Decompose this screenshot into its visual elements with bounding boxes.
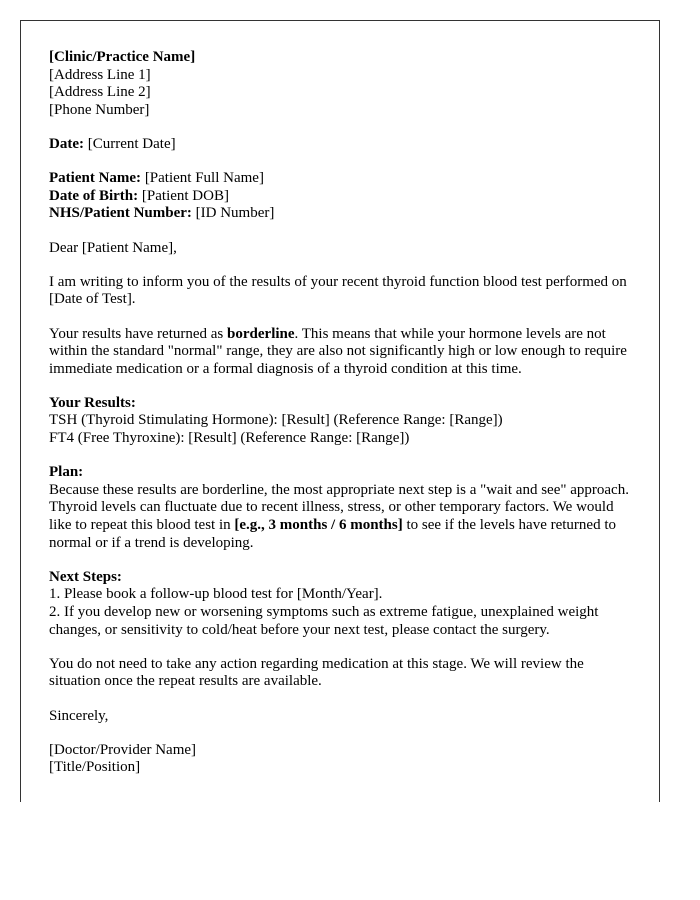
results-heading: Your Results: xyxy=(49,394,136,411)
text: . This means that while your hormone levels are not within the standard "normal" range, they are also not significantly high or low enough to require immediate medication or a formal diagnosis of a thyroid condition at this time. xyxy=(49,325,627,377)
date-line xyxy=(49,136,637,154)
address-line-2: [Address Line 2] xyxy=(49,84,151,101)
clinic-name: [Clinic/Practice Name] xyxy=(49,49,196,65)
address-line-1: [Address Line 1] xyxy=(49,66,151,83)
next-steps-heading: Next Steps: xyxy=(49,568,122,585)
next-steps-section xyxy=(49,569,637,639)
next-step-item: 1. Please book a follow-up blood test for [Month/Year]. xyxy=(49,586,383,603)
plan-section xyxy=(49,464,637,552)
doctor-title: [Title/Position] xyxy=(49,759,141,776)
doctor-name: [Doctor/Provider Name] xyxy=(49,741,197,758)
text: to see if the levels have returned to normal or if a trend is developing. xyxy=(49,517,616,551)
salutation: Dear [Patient Name], xyxy=(49,239,177,256)
clinic-header xyxy=(49,49,637,119)
dob-label: Date of Birth: xyxy=(49,187,139,204)
repeat-interval: [e.g., 3 months / 6 months] xyxy=(234,517,403,534)
intro-paragraph: I am writing to inform you of the results of your recent thyroid function blood test performed on [Date of Test]. xyxy=(49,273,627,308)
next-step-item: 2. If you develop new or worsening symptoms such as extreme fatigue, unexplained weight changes, or sensitivity to cold/heat before your next test, please contact the surgery. xyxy=(49,604,599,638)
signoff: Sincerely, xyxy=(49,707,109,724)
patient-details xyxy=(49,170,637,223)
letter xyxy=(20,20,660,802)
closing-paragraph: You do not need to take any action regarding medication at this stage. We will review the situation once the repeat results are available. xyxy=(49,655,584,690)
patient-id-value: [ID Number] xyxy=(195,205,275,222)
borderline-paragraph xyxy=(49,326,637,379)
text: Your results have returned as xyxy=(49,325,228,342)
date-value: [Current Date] xyxy=(87,135,176,152)
date-label: Date: xyxy=(49,135,84,152)
phone-number: [Phone Number] xyxy=(49,101,150,118)
tsh-result: TSH (Thyroid Stimulating Hormone): [Result] (Reference Range: [Range]) xyxy=(49,412,503,429)
text: Because these results are borderline, the most appropriate next step is a "wait and see" approach. Thyroid levels can fluctuate due to recent illness, stress, or other temporary factors. We would like to repeat this blood test in xyxy=(49,481,629,534)
signature xyxy=(49,742,637,777)
results-section xyxy=(49,395,637,448)
ft4-result: FT4 (Free Thyroxine): [Result] (Reference Range: [Range]) xyxy=(49,430,410,447)
patient-name-value: [Patient Full Name] xyxy=(144,170,264,187)
plan-heading: Plan: xyxy=(49,464,84,481)
patient-id-label: NHS/Patient Number: xyxy=(49,205,192,222)
patient-name-label: Patient Name: xyxy=(49,170,142,187)
borderline-emphasis: borderline xyxy=(227,325,295,342)
dob-value: [Patient DOB] xyxy=(141,187,229,204)
